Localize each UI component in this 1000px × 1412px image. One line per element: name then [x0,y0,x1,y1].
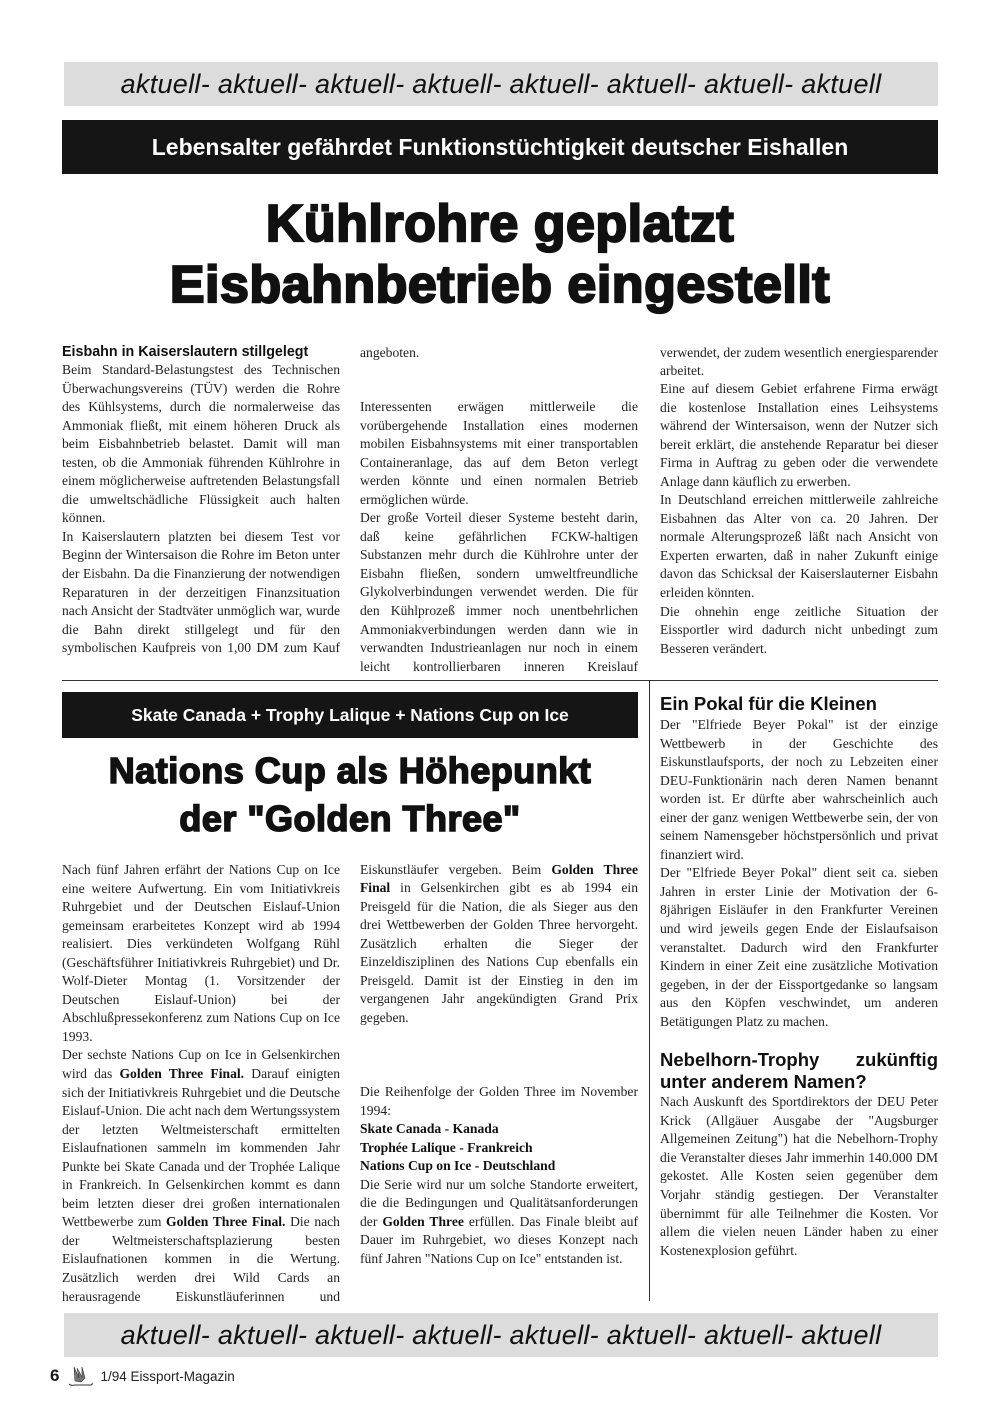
article1-paragraph: In Deutschland erreichen mittlerweile zahlreiche Eisbahnen das Alter von ca. 20 Jahren. Der normale Alterungsprozeß läßt nach Ansicht von Experten erwarten, daß in naher Zukunft einige davon das Schicksal der Kaiserslauterner Eisbahn erleiden könnten. [660,492,938,601]
article1-column-2 [360,343,638,675]
article2-paragraph: Nach fünf Jahren erfährt der Nations Cup on Ice eine weitere Aufwertung. Ein vom Initiativkreis Ruhrgebiet und der Deutschen Eislauf-Union gemeinsam erarbeitetes Konzept wird ab 1994 realisiert. Dies verkündeten Wolfgang Rühl (Geschäftsführer Initiativkreis Ruhrgebiet) und Dr. Wolf-Dieter Montag (1. Vorsitzender der Deutschen Eislauf-Union) bei der Abschlußpressekonferenz zum Nations Cup on Ice 1993. [62,862,340,1044]
footer [50,1364,235,1388]
text: in Gelsenkirchen gibt es ab 1994 ein Preisgeld für die Nation, die als Sieger aus den drei Wettbewerben der Golden Three hervorgeht. Zusätzlich erhalten die Sieger der Einzeldisziplinen des Nations Cup ebenfalls ein Preisgeld. Damit ist der Einstieg in den im vergangenen Jahr angekündigten Grand Prix gegeben. [360,880,638,1026]
skate-bird-logo-icon [65,1364,95,1388]
article1-column-3 [660,343,938,658]
article1-paragraph-cont [360,343,638,398]
text: Die nach der Weltmeisterschaftsplazierung besten Eislaufnationen kommen in die Wertung. Zusätzlich werden drei Wild Cards an herausragende Eiskunstläuferinnen und [62,1214,340,1304]
schedule-item [360,1139,638,1158]
spacer [360,1065,638,1083]
banner-bottom: aktuell- aktuell- aktuell- aktuell- aktuell- aktuell- aktuell- aktuell [64,1313,938,1357]
bold-text: Golden Three [382,1213,464,1229]
publication-label: 1/94 Eissport-Magazin [100,1368,235,1384]
article2-paragraph [62,1046,340,1306]
article1-subhead: Eisbahn in Kaiserslautern stillgelegt [62,344,309,360]
article1-kicker: Lebensalter gefährdet Funktionstüchtigkeit deutscher Eishallen [62,120,938,174]
article2-paragraph-cont [360,861,638,1065]
sidebar2-paragraph: Nach Auskunft des Sportdirektors der DEU Peter Krick (Allgäuer Ausgabe der "Augsburger Allgemeinen Zeitung") hat die Nebelhorn-Trophy die Veranstalter dieses Jahr immerhin 140.000 DM gekostet. Alle Kosten seien gegenüber dem Vorjahr ständig gestiegen. Der Veranstalter übernimmt für alle Teilnehmer die Kosten. Vor allem die vielen neuen Länder haben zu einer Kostenexplosion geführt. [660,1094,938,1258]
sidebar2-title: Nebelhorn-Trophy zukünftig unter anderem Namen? [660,1049,938,1093]
page-number: 6 [50,1366,60,1385]
schedule-item-label: Nations Cup on Ice - Deutschland [360,1158,556,1174]
schedule-item-label: Skate Canada - Kanada [360,1121,499,1137]
bold-text: Golden Three Final. [119,1066,245,1082]
article1-paragraph: Beim Standard-Belastungstest des Technischen Überwachungsvereins (TÜV) werden die Rohre des Kühlsystems, durch die normalerweise das Ammoniak fließt, mit einem höheren Druck als beim Eisbahnbetrieb belastet. Damit will man testen, ob die Ammoniak führenden Kühlrohre in einem möglicherweise auftretenden Belastungsfall die umweltschädliche Flüssigkeit auch halten können. [62,362,340,526]
sidebar1-title: Ein Pokal für die Kleinen [660,693,877,714]
text: Eiskunstläufer vergeben. Beim [360,861,542,877]
article1-column-1 [62,343,340,657]
schedule-item [360,1120,638,1139]
article2-kicker: Skate Canada + Trophy Lalique + Nations Cup on Ice [62,692,638,738]
article1-paragraph: Die ohnehin enge zeitliche Situation der Eissportler wird dadurch nicht unbedingt zum Besseren verändert. [660,603,938,656]
article1-headline-line2: Eisbahnbetrieb eingestellt [169,256,831,314]
article2-column-1 [62,861,340,1306]
banner-top: aktuell- aktuell- aktuell- aktuell- aktuell- aktuell- aktuell- aktuell [64,62,938,106]
text: erfüllen. Das Finale bleibt auf Dauer im Ruhrgebiet, wo dieses Konzept nach fünf Jahren "Nations Cup on Ice" entstanden ist. [360,1213,639,1266]
article1-paragraph: Der große Vorteil dieser Systeme besteht darin, daß keine gefährlichen FCKW-haltigen Substanzen mehr durch die Kühlrohre unter der Eisbahn fließen, sondern umweltfreundliche Glykolverbindungen verwendet werden. Die für den Kühlprozeß immer noch unentbehrlichen Ammoniakverbindungen werden dann wie in verwandten Industrieanlagen nur noch in einem leicht kontrollierbaren inneren Kreislauf [360,510,638,674]
horizontal-divider [62,680,938,681]
sidebar1-paragraph: Der "Elfriede Beyer Pokal" ist der einzige Wettbewerb in der Geschichte des Eiskunstlaufsports, der noch zu Lebzeiten einer DEU-Funktionärin nach deren Namen benannt worden ist. Er dürfte aber wahrscheinlich auch einer der ganz wenigen Wettbewerbe sein, der von seinem Namensgeber höchstpersönlich und privat finanziert wird. [660,717,938,862]
article2-headline-line1: Nations Cup als Höhepunkt [108,750,592,791]
article1-paragraph: Eine auf diesem Gebiet erfahrene Firma erwägt die kostenlose Installation eines Leihsystems während der Wintersaison, wenn der Nutzer sich bereit erklärt, die anstehende Reparatur bei dieser Firma in Auftrag zu geben oder die verwendete Anlage dann käuflich zu erwerben. [660,381,938,489]
article1-headline-line1: Kühlrohre geplatzt [265,195,735,253]
article1-paragraph-overflow: angeboten. [360,344,420,360]
article1-paragraph: Interessenten erwägen mittlerweile die vorübergehende Installation eines modernen mobilen Eisbahnsystems mit einer transportablen Containeranlage, das auf dem Beton verlegt werden könnte und einen normalen Betrieb ermöglichen würde. [360,399,638,507]
article1-paragraph-cont [660,343,938,380]
schedule-item [360,1157,638,1176]
vertical-divider [649,681,650,1301]
article2-paragraph: Die Reihenfolge der Golden Three im November 1994: [360,1084,638,1118]
sidebar-column [660,693,938,1260]
schedule-item-label: Trophée Lalique - Frankreich [360,1139,533,1155]
bold-text: Golden Three Final. [166,1214,286,1230]
article2-column-2 [360,861,638,1268]
article1-paragraph: In Kaiserslautern platzten bei diesem Test vor Beginn der Wintersaison die Rohre im Beton unter der Eisbahn. Da die Finanzierung der notwendigen Reparaturen in der derzeitigen Finanzsituation nach Ansicht der Stadtväter unmöglich war, wurde die Bahn direkt stillgelegt und für den symbolischen Kaufpreis von 1,00 DM zum Kauf [62,528,340,656]
text: Darauf einigten sich der Initiativkreis Ruhrgebiet und die Deutsche Eislauf-Union. Die acht nach dem Wertungssystem der letzten Weltmeisterschaft ermittelten Eislaufnationen sammeln im kommenden Jahr Punkte bei Skate Canada und der Trophée Lalique in Frankreich. In Gelsenkirchen kommt es dann beim letzten dieser drei großen internationalen Wettbewerbe zum [62,1066,340,1230]
bold-text: Golden Three Final [360,861,638,896]
text: Die Serie wird nur um solche Standorte erweitert, die die Bedingungen und Qualitätsanforderungen der [360,1176,638,1229]
article2-headline-line2: der "Golden Three" [179,798,521,839]
article1-paragraph-overflow: verwendet, der zudem wesentlich energiesparender arbeitet. [660,344,938,379]
article2-paragraph [360,1176,638,1269]
text: Der sechste Nations Cup on Ice in Gelsenkirchen wird das [62,1047,340,1082]
article2-paragraph-overflow [360,861,638,1028]
sidebar1-paragraph: Der "Elfriede Beyer Pokal" dient seit ca. sieben Jahren in erster Linie der Motivation der 6-8jährigen Eisläufer in den Frankfurter Vereinen und wird jeweils gegen Ende der Eislaufsaison veranstaltet. Dadurch wird den Frankfurter Kindern in einer Zeit eine zusätzliche Motivation gegeben, in der der Eissportgedanke so langsam aus den Köpfen veschwindet, um anderen Betätigungen Platz zu machen. [660,865,938,1029]
